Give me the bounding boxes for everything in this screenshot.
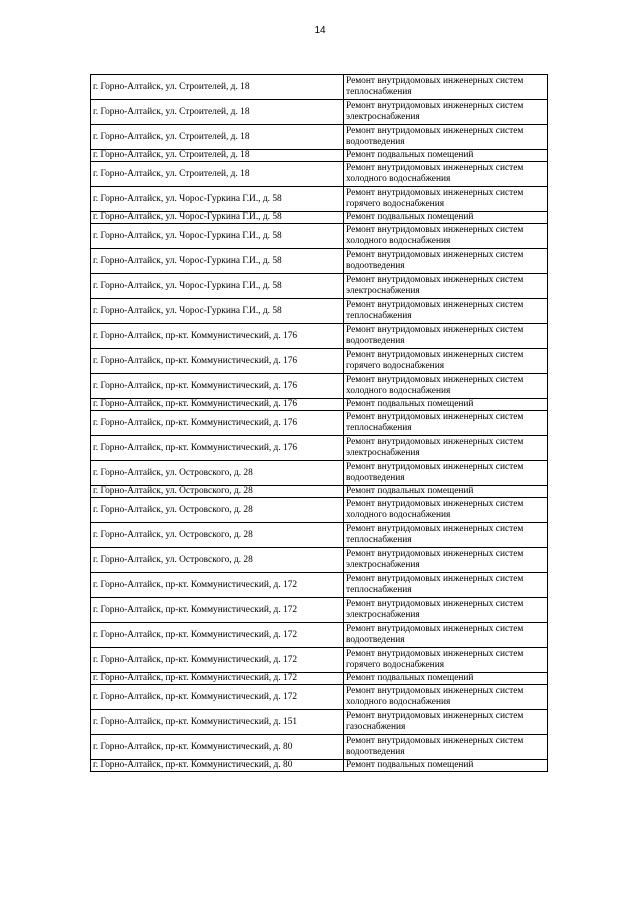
table-row <box>91 735 548 760</box>
table-row <box>91 436 548 461</box>
work-cell: Ремонт внутридомовых инженерных систем теплоснабжения <box>344 75 548 100</box>
table-row <box>91 573 548 598</box>
work-cell: Ремонт внутридомовых инженерных систем водоотведения <box>344 125 548 150</box>
address-cell: г. Горно-Алтайск, ул. Островского, д. 28 <box>91 461 344 486</box>
address-cell: г. Горно-Алтайск, ул. Строителей, д. 18 <box>91 162 344 187</box>
table-row <box>91 274 548 299</box>
table-row <box>91 187 548 212</box>
table-row <box>91 324 548 349</box>
address-cell: г. Горно-Алтайск, ул. Чорос-Гуркина Г.И., д. 58 <box>91 212 344 224</box>
table-row <box>91 212 548 224</box>
work-cell: Ремонт внутридомовых инженерных систем водоотведения <box>344 461 548 486</box>
address-cell: г. Горно-Алтайск, пр-кт. Коммунистический, д. 176 <box>91 374 344 399</box>
address-cell: г. Горно-Алтайск, пр-кт. Коммунистический, д. 172 <box>91 623 344 648</box>
table-row <box>91 150 548 162</box>
table-row <box>91 162 548 187</box>
address-cell: г. Горно-Алтайск, пр-кт. Коммунистический, д. 172 <box>91 598 344 623</box>
work-cell: Ремонт внутридомовых инженерных систем теплоснабжения <box>344 411 548 436</box>
table-row <box>91 523 548 548</box>
address-cell: г. Горно-Алтайск, пр-кт. Коммунистический, д. 80 <box>91 735 344 760</box>
address-cell: г. Горно-Алтайск, пр-кт. Коммунистический, д. 176 <box>91 349 344 374</box>
work-cell: Ремонт внутридомовых инженерных систем горячего водоснабжения <box>344 187 548 212</box>
work-cell: Ремонт внутридомовых инженерных систем водоотведения <box>344 324 548 349</box>
work-cell: Ремонт внутридомовых инженерных систем холодного водоснабжения <box>344 224 548 249</box>
address-cell: г. Горно-Алтайск, ул. Строителей, д. 18 <box>91 125 344 150</box>
work-cell: Ремонт подвальных помещений <box>344 486 548 498</box>
address-cell: г. Горно-Алтайск, пр-кт. Коммунистический, д. 176 <box>91 399 344 411</box>
address-cell: г. Горно-Алтайск, ул. Строителей, д. 18 <box>91 150 344 162</box>
works-table-body <box>91 75 548 772</box>
table-row <box>91 349 548 374</box>
table-row <box>91 498 548 523</box>
address-cell: г. Горно-Алтайск, пр-кт. Коммунистический, д. 172 <box>91 573 344 598</box>
table-row <box>91 299 548 324</box>
work-cell: Ремонт внутридомовых инженерных систем холодного водоснабжения <box>344 685 548 710</box>
work-cell: Ремонт внутридомовых инженерных систем теплоснабжения <box>344 299 548 324</box>
table-row <box>91 648 548 673</box>
table-row <box>91 685 548 710</box>
address-cell: г. Горно-Алтайск, ул. Чорос-Гуркина Г.И., д. 58 <box>91 187 344 212</box>
address-cell: г. Горно-Алтайск, ул. Чорос-Гуркина Г.И., д. 58 <box>91 299 344 324</box>
address-cell: г. Горно-Алтайск, ул. Чорос-Гуркина Г.И., д. 58 <box>91 274 344 299</box>
page-number: 14 <box>314 25 326 36</box>
table-row <box>91 75 548 100</box>
work-cell: Ремонт внутридомовых инженерных систем электроснабжения <box>344 548 548 573</box>
table-row <box>91 598 548 623</box>
address-cell: г. Горно-Алтайск, ул. Островского, д. 28 <box>91 523 344 548</box>
address-cell: г. Горно-Алтайск, пр-кт. Коммунистический, д. 172 <box>91 673 344 685</box>
work-cell: Ремонт подвальных помещений <box>344 150 548 162</box>
work-cell: Ремонт внутридомовых инженерных систем водоотведения <box>344 623 548 648</box>
work-cell: Ремонт внутридомовых инженерных систем теплоснабжения <box>344 573 548 598</box>
address-cell: г. Горно-Алтайск, пр-кт. Коммунистический, д. 176 <box>91 436 344 461</box>
work-cell: Ремонт внутридомовых инженерных систем горячего водоснабжения <box>344 349 548 374</box>
work-cell: Ремонт подвальных помещений <box>344 760 548 772</box>
work-cell: Ремонт подвальных помещений <box>344 673 548 685</box>
work-cell: Ремонт подвальных помещений <box>344 399 548 411</box>
address-cell: г. Горно-Алтайск, ул. Строителей, д. 18 <box>91 100 344 125</box>
address-cell: г. Горно-Алтайск, ул. Островского, д. 28 <box>91 486 344 498</box>
table-row <box>91 623 548 648</box>
table-row <box>91 461 548 486</box>
work-cell: Ремонт внутридомовых инженерных систем холодного водоснабжения <box>344 498 548 523</box>
work-cell: Ремонт внутридомовых инженерных систем электроснабжения <box>344 100 548 125</box>
address-cell: г. Горно-Алтайск, ул. Островского, д. 28 <box>91 548 344 573</box>
work-cell: Ремонт внутридомовых инженерных систем электроснабжения <box>344 598 548 623</box>
table-row <box>91 100 548 125</box>
table-row <box>91 486 548 498</box>
address-cell: г. Горно-Алтайск, пр-кт. Коммунистический, д. 176 <box>91 324 344 349</box>
work-cell: Ремонт внутридомовых инженерных систем газоснабжения <box>344 710 548 735</box>
address-cell: г. Горно-Алтайск, пр-кт. Коммунистический, д. 172 <box>91 648 344 673</box>
table-row <box>91 548 548 573</box>
works-table <box>90 74 548 772</box>
work-cell: Ремонт внутридомовых инженерных систем холодного водоснабжения <box>344 162 548 187</box>
table-row <box>91 760 548 772</box>
table-row <box>91 710 548 735</box>
address-cell: г. Горно-Алтайск, ул. Чорос-Гуркина Г.И., д. 58 <box>91 224 344 249</box>
table-row <box>91 224 548 249</box>
table-row <box>91 399 548 411</box>
work-cell: Ремонт внутридомовых инженерных систем теплоснабжения <box>344 523 548 548</box>
table-row <box>91 125 548 150</box>
address-cell: г. Горно-Алтайск, пр-кт. Коммунистический, д. 80 <box>91 760 344 772</box>
address-cell: г. Горно-Алтайск, ул. Строителей, д. 18 <box>91 75 344 100</box>
work-cell: Ремонт подвальных помещений <box>344 212 548 224</box>
table-row <box>91 411 548 436</box>
address-cell: г. Горно-Алтайск, ул. Островского, д. 28 <box>91 498 344 523</box>
table-row <box>91 374 548 399</box>
table-row <box>91 673 548 685</box>
work-cell: Ремонт внутридомовых инженерных систем электроснабжения <box>344 436 548 461</box>
address-cell: г. Горно-Алтайск, ул. Чорос-Гуркина Г.И., д. 58 <box>91 249 344 274</box>
table-row <box>91 249 548 274</box>
work-cell: Ремонт внутридомовых инженерных систем электроснабжения <box>344 274 548 299</box>
work-cell: Ремонт внутридомовых инженерных систем водоотведения <box>344 735 548 760</box>
address-cell: г. Горно-Алтайск, пр-кт. Коммунистический, д. 176 <box>91 411 344 436</box>
work-cell: Ремонт внутридомовых инженерных систем холодного водоснабжения <box>344 374 548 399</box>
work-cell: Ремонт внутридомовых инженерных систем водоотведения <box>344 249 548 274</box>
address-cell: г. Горно-Алтайск, пр-кт. Коммунистический, д. 172 <box>91 685 344 710</box>
work-cell: Ремонт внутридомовых инженерных систем горячего водоснабжения <box>344 648 548 673</box>
address-cell: г. Горно-Алтайск, пр-кт. Коммунистический, д. 151 <box>91 710 344 735</box>
